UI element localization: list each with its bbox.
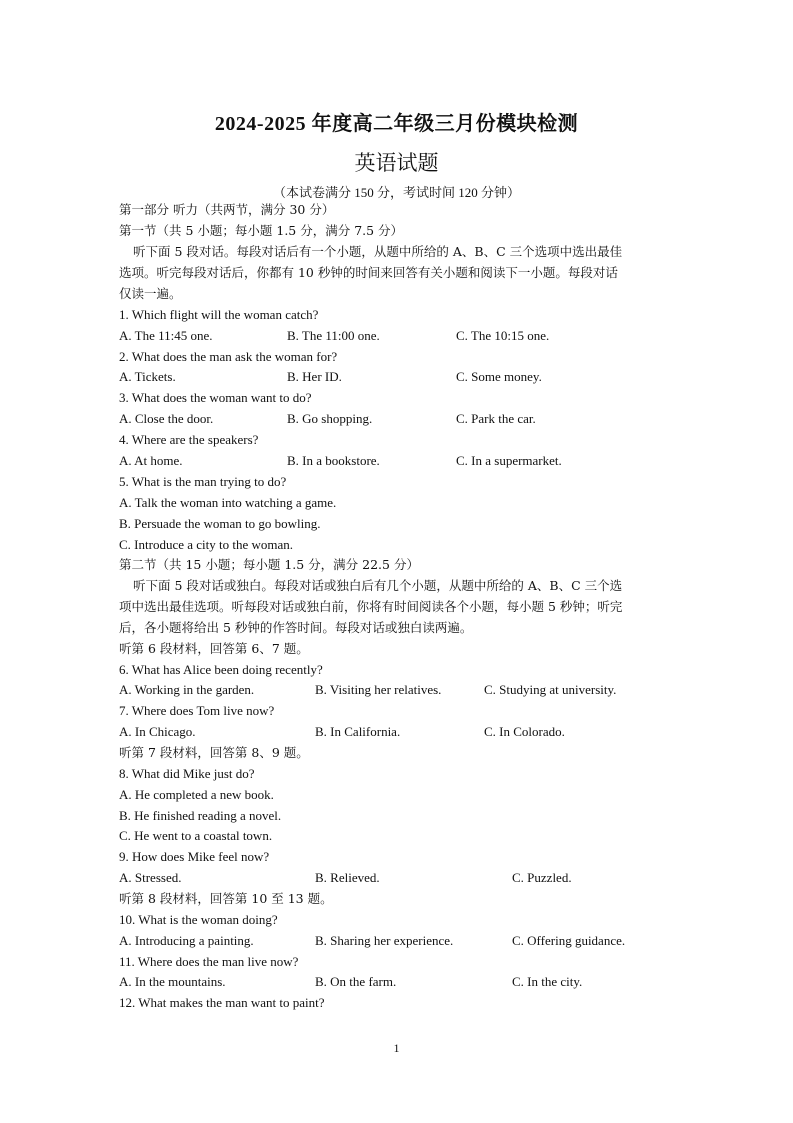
part1-heading: 第一部分 听力（共两节，满分 30 分） <box>119 202 335 217</box>
option-row <box>119 680 679 700</box>
option-c: C. The 10:15 one. <box>456 328 550 343</box>
option-row <box>119 326 679 346</box>
question-stem: 7. Where does Tom live now? <box>119 703 275 718</box>
option-c: C. Puzzled. <box>512 870 572 885</box>
option-a: A. The 11:45 one. <box>119 328 213 343</box>
option-a: A. In the mountains. <box>119 974 226 989</box>
option-c: C. In the city. <box>512 974 583 989</box>
option-row <box>119 972 679 992</box>
option-b: B. Go shopping. <box>287 411 373 426</box>
option-row <box>119 367 679 387</box>
question-stem: 11. Where does the man live now? <box>119 954 299 969</box>
option-row <box>119 931 679 951</box>
option-b: B. In a bookstore. <box>287 453 380 468</box>
option-c: C. In Colorado. <box>484 724 565 739</box>
option-c: C. Introduce a city to the woman. <box>119 537 294 552</box>
question-stem: 1. Which flight will the woman catch? <box>119 307 319 322</box>
section1-instruction-line2: 选项。听完每段对话后，你都有 10 秒钟的时间来回答有关小题和阅读下一小题。每段对话 <box>119 265 618 280</box>
option-a: A. At home. <box>119 453 183 468</box>
option-b: B. In California. <box>315 724 401 739</box>
option-c: C. Some money. <box>456 369 542 384</box>
option-b: B. Sharing her experience. <box>315 933 454 948</box>
option-a: A. Close the door. <box>119 411 214 426</box>
material-label: 听第 6 段材料，回答第 6、7 题。 <box>119 641 309 656</box>
option-c: C. In a supermarket. <box>456 453 562 468</box>
question-stem: 2. What does the man ask the woman for? <box>119 349 338 364</box>
option-row <box>119 868 679 888</box>
section2-instruction-line2: 项中选出最佳选项。听每段对话或独白前，你将有时间阅读各个小题，每小题 5 秒钟；听完 <box>119 599 623 614</box>
option-c: C. Offering guidance. <box>512 933 626 948</box>
option-c: C. Park the car. <box>456 411 536 426</box>
question-stem: 3. What does the woman want to do? <box>119 390 312 405</box>
option-b: B. Relieved. <box>315 870 380 885</box>
option-c: C. He went to a coastal town. <box>119 828 273 843</box>
option-b: B. Visiting her relatives. <box>315 682 442 697</box>
option-b: B. He finished reading a novel. <box>119 808 282 823</box>
question-stem: 5. What is the man trying to do? <box>119 474 287 489</box>
section1-heading: 第一节（共 5 小题；每小题 1.5 分，满分 7.5 分） <box>119 223 404 238</box>
question-stem: 10. What is the woman doing? <box>119 912 278 927</box>
option-c: C. Studying at university. <box>484 682 617 697</box>
option-a: A. Tickets. <box>119 369 176 384</box>
option-row <box>119 409 679 429</box>
section2-instruction-line3: 后，各小题将给出 5 秒钟的作答时间。每段对话或独白读两遍。 <box>119 620 473 635</box>
subject-title: 英语试题 <box>354 151 439 175</box>
option-a: A. Working in the garden. <box>119 682 255 697</box>
option-a: A. Introducing a painting. <box>119 933 254 948</box>
question-stem: 9. How does Mike feel now? <box>119 849 270 864</box>
option-a: A. Stressed. <box>119 870 182 885</box>
section1-instruction-line1: 听下面 5 段对话。每段对话后有一个小题，从题中所给的 A、B、C 三个选项中选出最佳 <box>133 244 623 259</box>
option-a: A. Talk the woman into watching a game. <box>119 495 337 510</box>
question-stem: 8. What did Mike just do? <box>119 766 255 781</box>
option-b: B. The 11:00 one. <box>287 328 380 343</box>
option-row <box>119 451 679 471</box>
material-label: 听第 8 段材料，回答第 10 至 13 题。 <box>119 891 333 906</box>
section1-instruction-line3: 仅读一遍。 <box>119 286 182 301</box>
exam-title: 2024-2025 年度高二年级三月份模块检测 <box>214 113 579 135</box>
section2-heading: 第二节（共 15 小题；每小题 1.5 分，满分 22.5 分） <box>119 557 419 572</box>
option-b: B. On the farm. <box>315 974 397 989</box>
option-a: A. He completed a new book. <box>119 787 274 802</box>
question-stem: 6. What has Alice been doing recently? <box>119 662 323 677</box>
page-number: 1 <box>393 1041 400 1055</box>
option-b: B. Her ID. <box>287 369 342 384</box>
option-b: B. Persuade the woman to go bowling. <box>119 516 321 531</box>
option-row <box>119 722 679 742</box>
option-a: A. In Chicago. <box>119 724 196 739</box>
exam-note: （本试卷满分 150 分，考试时间 120 分钟） <box>272 185 520 200</box>
question-stem: 4. Where are the speakers? <box>119 432 259 447</box>
question-stem: 12. What makes the man want to paint? <box>119 995 325 1010</box>
material-label: 听第 7 段材料，回答第 8、9 题。 <box>119 745 309 760</box>
section2-instruction-line1: 听下面 5 段对话或独白。每段对话或独白后有几个小题，从题中所给的 A、B、C 三个选 <box>133 578 623 593</box>
